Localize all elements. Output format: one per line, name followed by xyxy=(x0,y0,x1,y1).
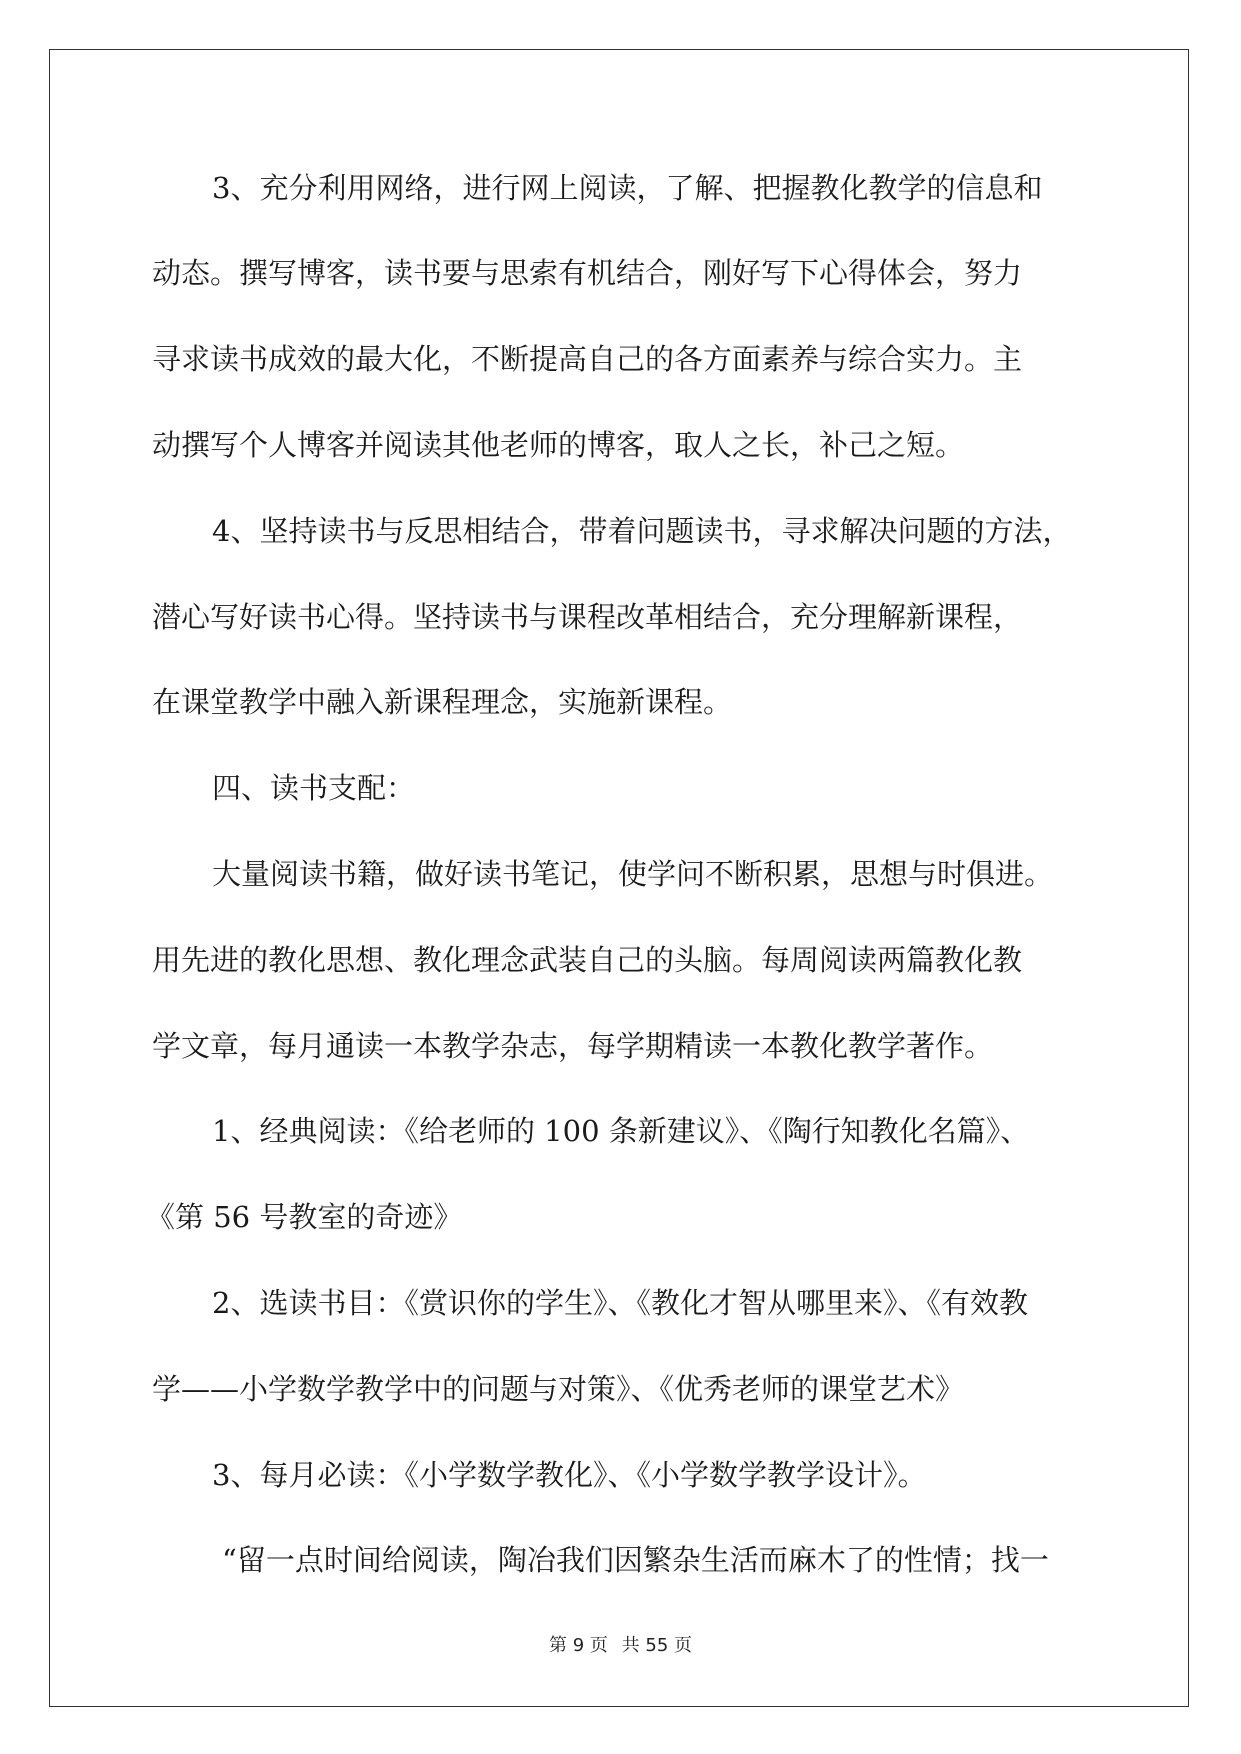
text-line-15: 学——小学数学教学中的问题与对策》、《优秀老师的课堂艺术》 xyxy=(152,1372,965,1406)
text-line-9: 大量阅读书籍，做好读书笔记，使学问不断积累，思想与时俱进。 xyxy=(212,857,1054,891)
text-line-13: 《第 56 号教室的奇迹》 xyxy=(146,1200,463,1234)
text-line-4: 动撰写个人博客并阅读其他老师的博客，取人之长，补己之短。 xyxy=(152,428,965,462)
text-line-14: 2、选读书目：《赏识你的学生》、《教化才智从哪里来》、《有效教 xyxy=(212,1286,1028,1320)
text-line-7: 在课堂教学中融入新课程理念，实施新课程。 xyxy=(152,685,733,719)
text-line-6: 潜心写好读书心得。坚持读书与课程改革相结合，充分理解新课程， xyxy=(152,600,1023,634)
text-line-3: 寻求读书成效的最大化，不断提高自己的各方面素养与综合实力。主 xyxy=(152,342,1023,376)
text-line-17: “留一点时间给阅读，陶冶我们因繁杂生活而麻木了的性情；找一 xyxy=(222,1543,1049,1577)
page-total: 共 55 页 xyxy=(621,1635,692,1656)
page-footer xyxy=(0,1631,1241,1657)
page-number: 第 9 页 xyxy=(549,1635,608,1656)
text-line-2: 动态。撰写博客，读书要与思索有机结合，刚好写下心得体会，努力 xyxy=(152,256,1023,290)
text-line-11: 学文章，每月通读一本教学杂志，每学期精读一本教化教学著作。 xyxy=(152,1029,994,1063)
text-line-10: 用先进的教化思想、教化理念武装自己的头脑。每周阅读两篇教化教 xyxy=(152,943,1023,977)
text-line-5: 4、坚持读书与反思相结合，带着问题读书，寻求解决问题的方法， xyxy=(212,514,1072,548)
text-line-1: 3、充分利用网络，进行网上阅读，了解、把握教化教学的信息和 xyxy=(212,171,1043,205)
text-line-12: 1、经典阅读：《给老师的 100 条新建议》、《陶行知教化名篇》、 xyxy=(212,1114,1030,1148)
text-line-8: 四、读书支配： xyxy=(212,771,416,805)
text-line-16: 3、每月必读：《小学数学教化》、《小学数学教学设计》。 xyxy=(212,1458,927,1492)
